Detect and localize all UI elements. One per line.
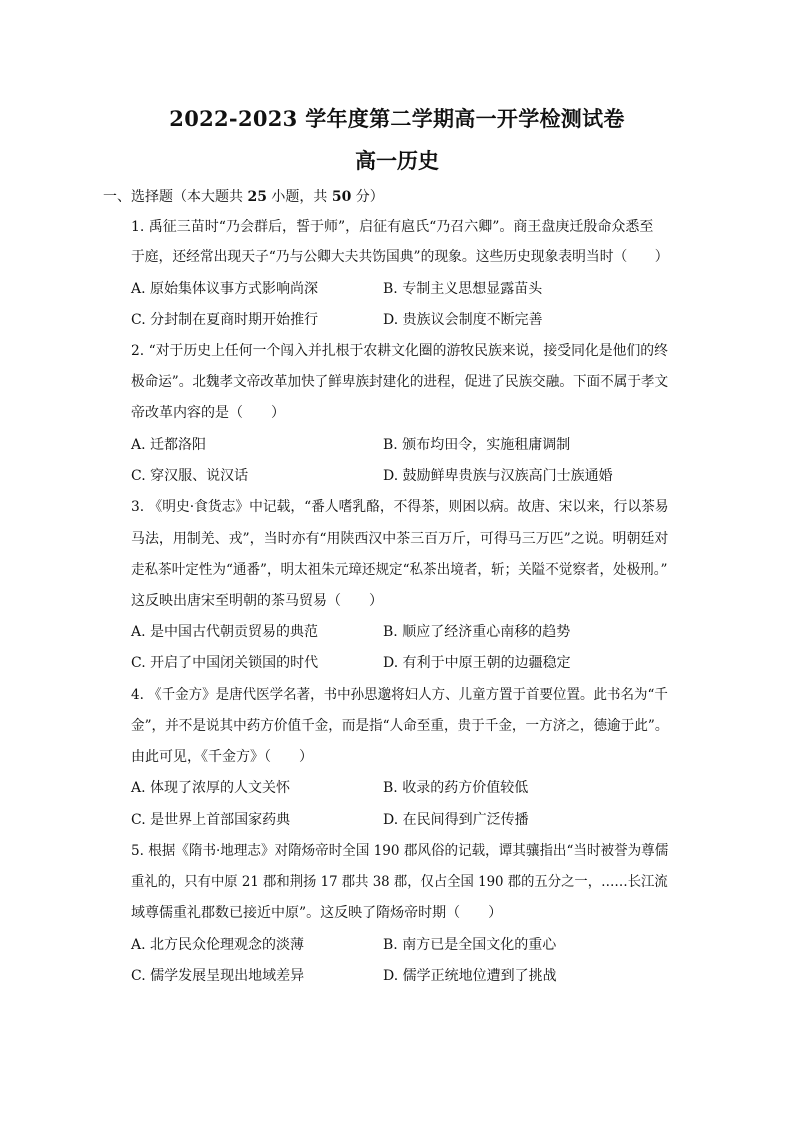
question-2-line-3: 帝改革内容的是（ ）	[131, 405, 285, 421]
question-5-line-3: 域尊儒重礼郡数已接近中原”。这反映了隋炀帝时期（ ）	[131, 905, 503, 921]
question-4-line-2: 金”，并不是说其中药方价值千金，而是指“人命至重，贵于千金，一方济之，德逾于此”。	[131, 718, 669, 734]
question-5-line-1: 5. 根据《隋书·地理志》对隋炀帝时全国 190 郡风俗的记载，谭其骧指出“当时被誉为尊儒	[131, 843, 669, 859]
question-3-line-3: 走私茶叶定性为“通番”，明太祖朱元璋还规定“私茶出境者，斩；关隘不觉察者，处极刑。”	[131, 562, 668, 578]
question-1-option-a[interactable]: A. 原始集体议事方式影响尚深	[131, 281, 319, 297]
question-3-option-c[interactable]: C. 开启了中国闭关锁国的时代	[131, 655, 319, 671]
question-5-line-2: 重礼的，只有中原 21 郡和荆扬 17 郡共 38 郡，仅占全国 190 郡的五分之一，……长江流	[131, 874, 668, 890]
question-1-option-b[interactable]: B. 专制主义思想显露苗头	[383, 281, 543, 297]
question-3-option-d[interactable]: D. 有利于中原王朝的边疆稳定	[383, 655, 571, 671]
question-2-option-c[interactable]: C. 穿汉服、说汉话	[131, 468, 249, 484]
question-4-option-b[interactable]: B. 收录的药方价值较低	[383, 780, 529, 796]
question-2-option-a[interactable]: A. 迁都洛阳	[131, 437, 207, 453]
page-subtitle: 高一历史	[355, 148, 439, 173]
section-total-score: 50	[331, 189, 352, 205]
question-4-line-3: 由此可见，《千金方》（ ）	[131, 749, 313, 765]
section-label-prefix: 一、选择题（本大题共	[103, 189, 248, 205]
section-label-suffix: 分）	[351, 189, 384, 205]
question-3-line-1: 3. 《明史·食货志》中记载，“番人嗜乳酪，不得茶，则困以病。故唐、宋以来，行以茶易	[131, 499, 669, 515]
question-5-option-a[interactable]: A. 北方民众伦理观念的淡薄	[131, 937, 305, 953]
question-2-line-1: 2. “对于历史上任何一个闯入并扎根于农耕文化圈的游牧民族来说，接受同化是他们的终	[131, 343, 668, 359]
question-5-option-c[interactable]: C. 儒学发展呈现出地域差异	[131, 968, 305, 984]
question-4-option-a[interactable]: A. 体现了浓厚的人文关怀	[131, 780, 291, 796]
question-2-option-b[interactable]: B. 颁布均田令，实施租庸调制	[383, 437, 571, 453]
question-5-option-b[interactable]: B. 南方已是全国文化的重心	[383, 937, 557, 953]
section-question-count: 25	[247, 189, 267, 205]
section-heading	[103, 186, 384, 206]
question-4-option-c[interactable]: C. 是世界上首部国家药典	[131, 812, 291, 828]
question-3-option-b[interactable]: B. 顺应了经济重心南移的趋势	[383, 624, 571, 640]
question-1-option-c[interactable]: C. 分封制在夏商时期开始推行	[131, 312, 319, 328]
question-3-line-4: 这反映出唐宋至明朝的茶马贸易（ ）	[131, 593, 383, 609]
question-2-option-d[interactable]: D. 鼓励鲜卑贵族与汉族高门士族通婚	[383, 468, 613, 484]
question-1-option-d[interactable]: D. 贵族议会制度不断完善	[383, 312, 543, 328]
page-title: 2022-2023 学年度第二学期高一开学检测试卷	[169, 106, 625, 131]
section-label-mid: 小题，共	[266, 189, 332, 205]
question-1-line-2: 于庭，还经常出现天子“乃与公卿大夫共饬国典”的现象。这些历史现象表明当时（ ）	[131, 249, 669, 265]
question-5-option-d[interactable]: D. 儒学正统地位遭到了挑战	[383, 968, 557, 984]
question-1-line-1: 1. 禹征三苗时“乃会群后，誓于师”，启征有扈氏“乃召六卿”。商王盘庚迁殷命众悉至	[131, 219, 654, 235]
question-3-option-a[interactable]: A. 是中国古代朝贡贸易的典范	[131, 624, 319, 640]
question-2-line-2: 极命运”。北魏孝文帝改革加快了鲜卑族封建化的进程，促进了民族交融。下面不属于孝文	[131, 374, 669, 390]
question-4-option-d[interactable]: D. 在民间得到广泛传播	[383, 812, 529, 828]
question-3-line-2: 马法，用制羌、戎”，当时亦有“用陕西汉中茶三百万斤，可得马三万匹”之说。明朝廷对	[131, 531, 669, 547]
question-4-line-1: 4. 《千金方》是唐代医学名著，书中孙思邈将妇人方、儿童方置于首要位置。此书名为“千	[131, 687, 668, 703]
